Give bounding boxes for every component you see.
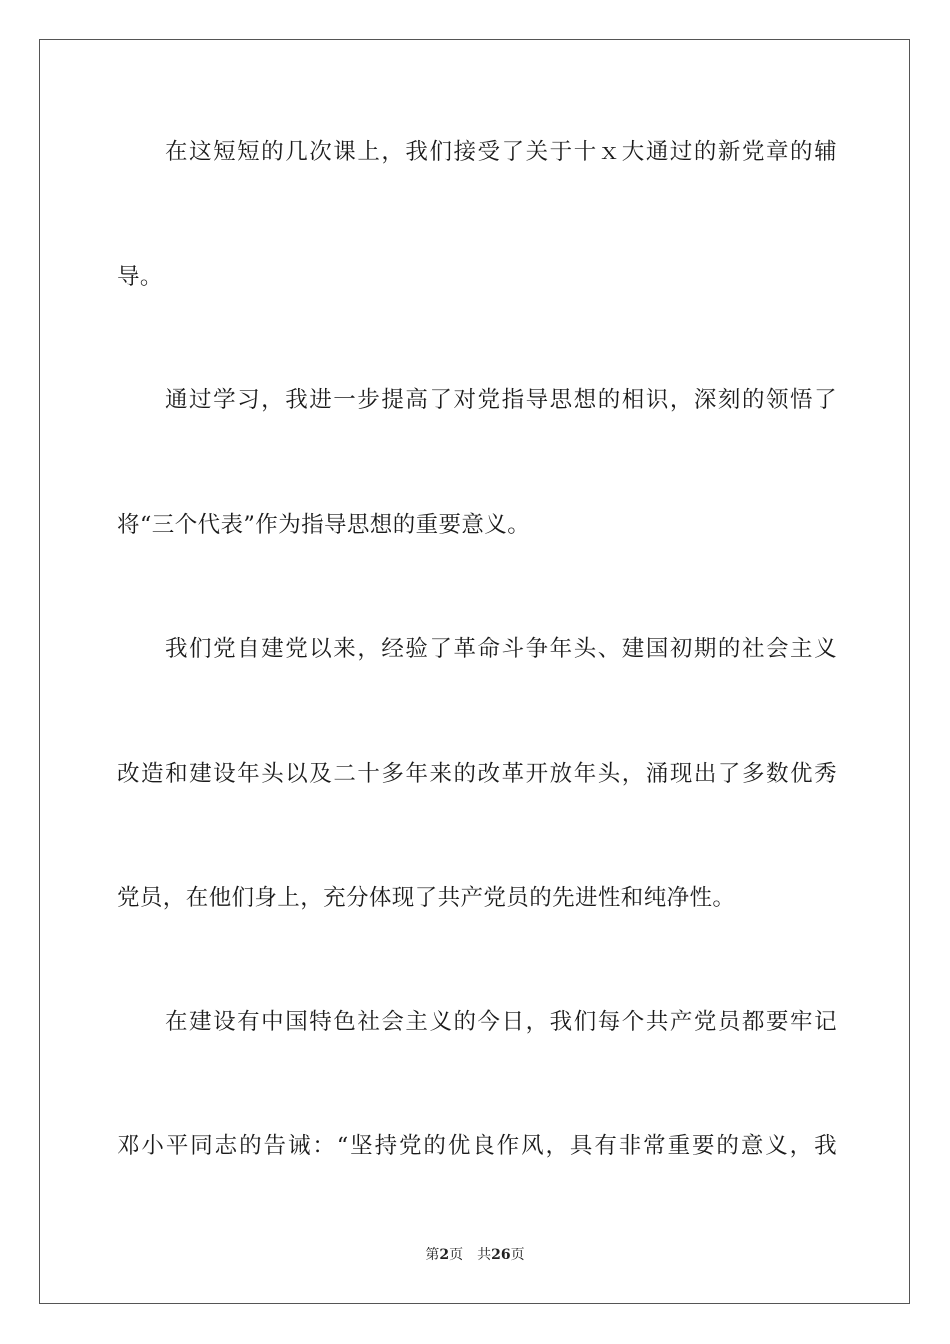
- paragraph-3-line-3: 党员，在他们身上，充分体现了共产党员的先进性和纯净性。: [117, 885, 736, 911]
- page-border: [39, 39, 910, 1304]
- paragraph-3-line-1: 我们党自建党以来，经验了革命斗争年头、建国初期的社会主义: [165, 636, 837, 662]
- paragraph-1-line-2: 导。: [117, 264, 163, 290]
- paragraph-3-line-2: 改造和建设年头以及二十多年来的改革开放年头，涌现出了多数优秀: [117, 761, 837, 787]
- paragraph-2-line-2: 将“三个代表”作为指导思想的重要意义。: [117, 512, 531, 538]
- paragraph-4-line-1: 在建设有中国特色社会主义的今日，我们每个共产党员都要牢记: [165, 1009, 837, 1035]
- paragraph-1-line-1: 在这短短的几次课上，我们接受了关于十ｘ大通过的新党章的辅: [165, 139, 837, 165]
- paragraph-2-line-1: 通过学习，我进一步提高了对党指导思想的相识，深刻的领悟了: [165, 387, 837, 413]
- page-number: 第2页: [425, 1247, 464, 1263]
- paragraph-4-line-2: 邓小平同志的告诫：“坚持党的优良作风，具有非常重要的意义，我: [117, 1133, 837, 1159]
- page-total: 共26页: [477, 1247, 525, 1263]
- page-footer: [0, 1246, 950, 1264]
